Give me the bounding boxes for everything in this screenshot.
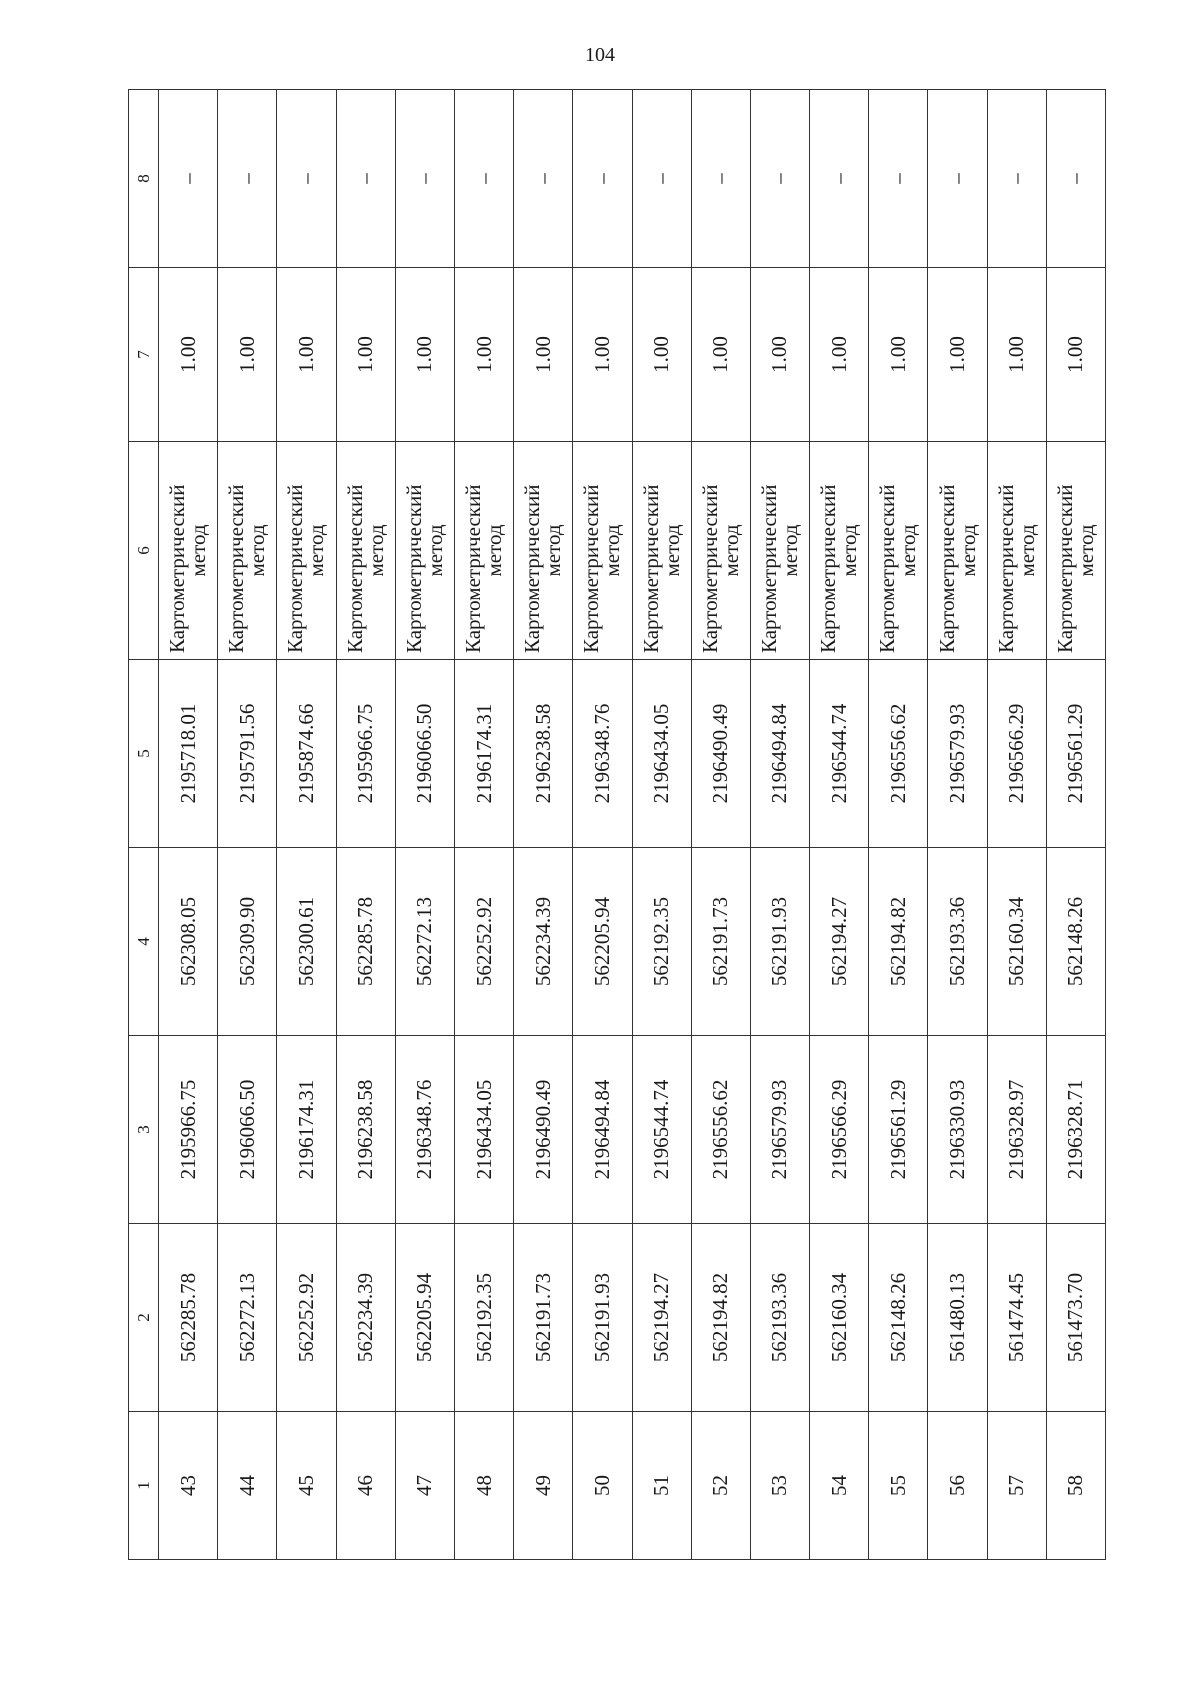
start-x-cell: 562191.93 (573, 1224, 632, 1412)
note-cell: – (1046, 90, 1105, 268)
note-cell: – (691, 90, 750, 268)
table-row (514, 90, 573, 1560)
accuracy-cell: 1.00 (869, 268, 928, 442)
end-x-cell: 562234.39 (514, 848, 573, 1036)
accuracy-cell: 1.00 (691, 268, 750, 442)
start-y-cell: 2196330.93 (928, 1036, 987, 1224)
end-x-cell: 562191.93 (750, 848, 809, 1036)
method-line-1: Картометрический (283, 484, 308, 653)
end-y-cell: 2196174.31 (454, 660, 513, 848)
end-x-cell: 562285.78 (336, 848, 395, 1036)
start-x-cell: 562192.35 (454, 1224, 513, 1412)
column-header: 3 (129, 1036, 159, 1224)
method-cell (395, 442, 454, 660)
note-cell: – (395, 90, 454, 268)
method-line-2: метод (304, 524, 329, 577)
accuracy-cell: 1.00 (454, 268, 513, 442)
method-line-1: Картометрический (342, 484, 367, 653)
table-row (573, 90, 632, 1560)
start-x-cell: 561473.70 (1046, 1224, 1105, 1412)
start-x-cell: 562194.27 (632, 1224, 691, 1412)
method-line-2: метод (363, 524, 388, 577)
point-number-cell: 57 (987, 1412, 1046, 1560)
accuracy-cell: 1.00 (336, 268, 395, 442)
method-cell (159, 442, 218, 660)
method-cell (218, 442, 277, 660)
method-line-1: Картометрический (520, 484, 545, 653)
table-row (159, 90, 218, 1560)
table-row (218, 90, 277, 1560)
method-cell (514, 442, 573, 660)
start-y-cell: 2196566.29 (810, 1036, 869, 1224)
point-number-cell: 56 (928, 1412, 987, 1560)
method-line-1: Картометрический (1052, 484, 1077, 653)
method-line-2: метод (1014, 524, 1039, 577)
column-header: 5 (129, 660, 159, 848)
point-number-cell: 47 (395, 1412, 454, 1560)
method-line-2: метод (718, 524, 743, 577)
column-header: 1 (129, 1412, 159, 1560)
note-cell: – (573, 90, 632, 268)
point-number-cell: 53 (750, 1412, 809, 1560)
start-y-cell: 2196556.62 (691, 1036, 750, 1224)
method-line-2: метод (422, 524, 447, 577)
table-row (810, 90, 869, 1560)
table-row (454, 90, 513, 1560)
end-x-cell: 562191.73 (691, 848, 750, 1036)
method-cell (750, 442, 809, 660)
accuracy-cell: 1.00 (395, 268, 454, 442)
point-number-cell: 52 (691, 1412, 750, 1560)
method-line-1: Картометрический (224, 484, 249, 653)
table-row (336, 90, 395, 1560)
start-y-cell: 2196174.31 (277, 1036, 336, 1224)
method-line-2: метод (659, 524, 684, 577)
method-cell (691, 442, 750, 660)
end-x-cell: 562194.82 (869, 848, 928, 1036)
method-line-1: Картометрический (875, 484, 900, 653)
start-x-cell: 561480.13 (928, 1224, 987, 1412)
point-number-cell: 54 (810, 1412, 869, 1560)
accuracy-cell: 1.00 (159, 268, 218, 442)
method-line-2: метод (245, 524, 270, 577)
start-y-cell: 2196434.05 (454, 1036, 513, 1224)
method-line-1: Картометрический (816, 484, 841, 653)
accuracy-cell: 1.00 (810, 268, 869, 442)
method-cell (928, 442, 987, 660)
start-x-cell: 562205.94 (395, 1224, 454, 1412)
accuracy-cell: 1.00 (218, 268, 277, 442)
note-cell: – (277, 90, 336, 268)
table-row (395, 90, 454, 1560)
method-line-1: Картометрический (461, 484, 486, 653)
method-line-1: Картометрический (579, 484, 604, 653)
accuracy-cell: 1.00 (1046, 268, 1105, 442)
end-y-cell: 2196579.93 (928, 660, 987, 848)
method-line-1: Картометрический (697, 484, 722, 653)
start-y-cell: 2196328.71 (1046, 1036, 1105, 1224)
end-y-cell: 2196434.05 (632, 660, 691, 848)
method-line-2: метод (482, 524, 507, 577)
accuracy-cell: 1.00 (514, 268, 573, 442)
column-header: 7 (129, 268, 159, 442)
start-x-cell: 562193.36 (750, 1224, 809, 1412)
table-row (928, 90, 987, 1560)
method-cell (632, 442, 691, 660)
end-y-cell: 2195966.75 (336, 660, 395, 848)
start-y-cell: 2196561.29 (869, 1036, 928, 1224)
column-header: 8 (129, 90, 159, 268)
end-y-cell: 2196561.29 (1046, 660, 1105, 848)
end-x-cell: 562309.90 (218, 848, 277, 1036)
method-line-2: метод (600, 524, 625, 577)
point-number-cell: 44 (218, 1412, 277, 1560)
start-y-cell: 2195966.75 (159, 1036, 218, 1224)
method-cell (987, 442, 1046, 660)
method-cell (454, 442, 513, 660)
note-cell: – (218, 90, 277, 268)
method-line-1: Картометрический (934, 484, 959, 653)
point-number-cell: 51 (632, 1412, 691, 1560)
end-y-cell: 2196348.76 (573, 660, 632, 848)
end-x-cell: 562193.36 (928, 848, 987, 1036)
end-x-cell: 562205.94 (573, 848, 632, 1036)
page-number: 104 (585, 44, 615, 66)
end-y-cell: 2195874.66 (277, 660, 336, 848)
accuracy-cell: 1.00 (277, 268, 336, 442)
accuracy-cell: 1.00 (928, 268, 987, 442)
start-x-cell: 562234.39 (336, 1224, 395, 1412)
end-x-cell: 562272.13 (395, 848, 454, 1036)
method-line-1: Картометрический (165, 484, 190, 653)
point-number-cell: 43 (159, 1412, 218, 1560)
start-x-cell: 562194.82 (691, 1224, 750, 1412)
method-line-1: Картометрический (638, 484, 663, 653)
table-row (750, 90, 809, 1560)
table-row (987, 90, 1046, 1560)
note-cell: – (750, 90, 809, 268)
column-header: 4 (129, 848, 159, 1036)
note-cell: – (454, 90, 513, 268)
end-y-cell: 2195718.01 (159, 660, 218, 848)
note-cell: – (159, 90, 218, 268)
method-cell (336, 442, 395, 660)
method-line-2: метод (1073, 524, 1098, 577)
end-x-cell: 562192.35 (632, 848, 691, 1036)
note-cell: – (632, 90, 691, 268)
point-number-cell: 58 (1046, 1412, 1105, 1560)
start-x-cell: 562272.13 (218, 1224, 277, 1412)
note-cell: – (336, 90, 395, 268)
accuracy-cell: 1.00 (632, 268, 691, 442)
end-x-cell: 562194.27 (810, 848, 869, 1036)
method-line-2: метод (837, 524, 862, 577)
method-line-2: метод (777, 524, 802, 577)
start-y-cell: 2196066.50 (218, 1036, 277, 1224)
note-cell: – (928, 90, 987, 268)
start-y-cell: 2196348.76 (395, 1036, 454, 1224)
start-x-cell: 562252.92 (277, 1224, 336, 1412)
method-line-1: Картометрический (401, 484, 426, 653)
end-x-cell: 562252.92 (454, 848, 513, 1036)
table-row (277, 90, 336, 1560)
table-row (1046, 90, 1105, 1560)
end-y-cell: 2196544.74 (810, 660, 869, 848)
start-y-cell: 2196494.84 (573, 1036, 632, 1224)
end-x-cell: 562148.26 (1046, 848, 1105, 1036)
coordinates-table (128, 89, 1106, 1560)
start-x-cell: 562148.26 (869, 1224, 928, 1412)
point-number-cell: 55 (869, 1412, 928, 1560)
end-x-cell: 562308.05 (159, 848, 218, 1036)
method-cell (573, 442, 632, 660)
start-y-cell: 2196328.97 (987, 1036, 1046, 1224)
start-x-cell: 562191.73 (514, 1224, 573, 1412)
end-y-cell: 2196238.58 (514, 660, 573, 848)
coordinates-table-container (128, 90, 1106, 1560)
end-x-cell: 562300.61 (277, 848, 336, 1036)
start-y-cell: 2196238.58 (336, 1036, 395, 1224)
header-row (129, 90, 159, 1560)
method-cell (277, 442, 336, 660)
start-y-cell: 2196490.49 (514, 1036, 573, 1224)
start-y-cell: 2196544.74 (632, 1036, 691, 1224)
accuracy-cell: 1.00 (573, 268, 632, 442)
note-cell: – (987, 90, 1046, 268)
start-x-cell: 561474.45 (987, 1224, 1046, 1412)
start-y-cell: 2196579.93 (750, 1036, 809, 1224)
column-header: 2 (129, 1224, 159, 1412)
method-line-2: метод (896, 524, 921, 577)
accuracy-cell: 1.00 (987, 268, 1046, 442)
end-y-cell: 2195791.56 (218, 660, 277, 848)
table-row (632, 90, 691, 1560)
method-line-2: метод (955, 524, 980, 577)
method-line-2: метод (541, 524, 566, 577)
point-number-cell: 48 (454, 1412, 513, 1560)
start-x-cell: 562285.78 (159, 1224, 218, 1412)
end-x-cell: 562160.34 (987, 848, 1046, 1036)
column-header: 6 (129, 442, 159, 660)
end-y-cell: 2196490.49 (691, 660, 750, 848)
point-number-cell: 50 (573, 1412, 632, 1560)
method-line-1: Картометрический (993, 484, 1018, 653)
note-cell: – (514, 90, 573, 268)
note-cell: – (869, 90, 928, 268)
method-cell (1046, 442, 1105, 660)
table-row (869, 90, 928, 1560)
method-line-2: метод (186, 524, 211, 577)
point-number-cell: 45 (277, 1412, 336, 1560)
point-number-cell: 46 (336, 1412, 395, 1560)
method-cell (810, 442, 869, 660)
end-y-cell: 2196566.29 (987, 660, 1046, 848)
note-cell: – (810, 90, 869, 268)
method-line-1: Картометрический (756, 484, 781, 653)
start-x-cell: 562160.34 (810, 1224, 869, 1412)
accuracy-cell: 1.00 (750, 268, 809, 442)
end-y-cell: 2196066.50 (395, 660, 454, 848)
method-cell (869, 442, 928, 660)
end-y-cell: 2196494.84 (750, 660, 809, 848)
table-row (691, 90, 750, 1560)
point-number-cell: 49 (514, 1412, 573, 1560)
end-y-cell: 2196556.62 (869, 660, 928, 848)
